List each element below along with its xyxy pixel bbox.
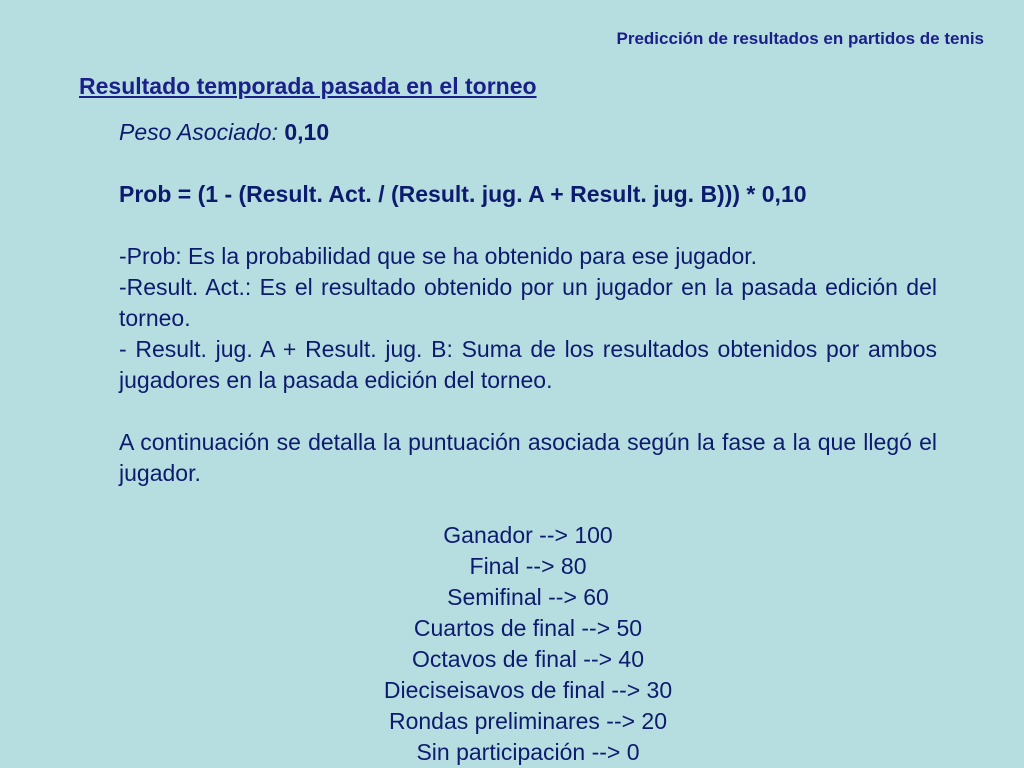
scores-list [119, 520, 937, 768]
weight-line [119, 117, 937, 148]
definitions [119, 241, 937, 396]
score-item: Rondas preliminares --> 20 [388, 708, 668, 734]
probability-formula: Prob = (1 - (Result. Act. / (Result. jug. A + Result. jug. B))) * 0,10 [119, 181, 807, 207]
score-item: Cuartos de final --> 50 [413, 615, 643, 641]
slide-content [119, 117, 937, 768]
score-item: Sin participación --> 0 [416, 739, 640, 765]
score-item: Final --> 80 [469, 553, 587, 579]
score-item: Semifinal --> 60 [447, 584, 609, 610]
score-item: Dieciseisavos de final --> 30 [383, 677, 673, 703]
weight-label: Peso Asociado: [119, 119, 278, 145]
slide-title: Resultado temporada pasada en el torneo [79, 73, 537, 99]
scores-intro: A continuación se detalla la puntuación asociada según la fase a la que llegó el jugador. [119, 429, 937, 486]
score-item: Ganador --> 100 [443, 522, 613, 548]
score-item: Octavos de final --> 40 [411, 646, 645, 672]
definition-prob: -Prob: Es la probabilidad que se ha obtenido para ese jugador. [119, 243, 758, 269]
definition-result-sum: - Result. jug. A + Result. jug. B: Suma de los resultados obtenidos por ambos jugadores en la pasada edición del torneo. [119, 336, 937, 393]
weight-value: 0,10 [284, 119, 330, 145]
slide-header: Predicción de resultados en partidos de tenis [616, 29, 984, 48]
definition-result-act: -Result. Act.: Es el resultado obtenido por un jugador en la pasada edición del torneo. [119, 274, 937, 331]
